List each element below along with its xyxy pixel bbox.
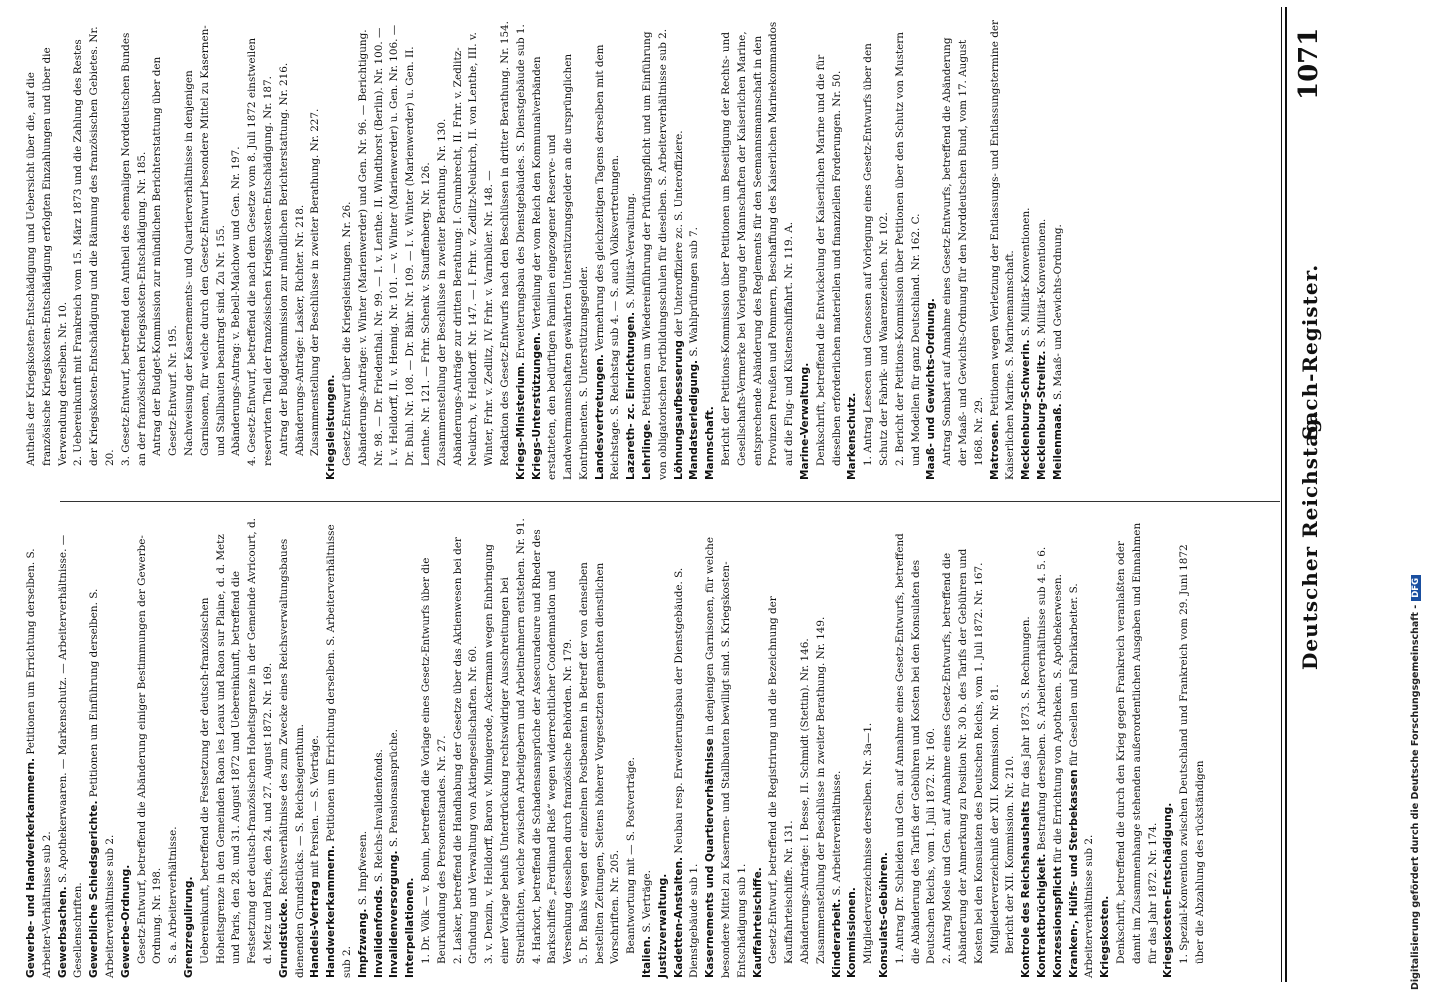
header-center-title: Sach-Register. xyxy=(1298,263,1322,440)
index-text: Verteilung der vom Reich den Kommunalverbänden erstatteten, den bedürftigen Familien eingezogener Reserve- und Landwehrmannschaften gewährten Unterstützungsgelder an die ursprünglichen Kontribuenten. S. Unterstützungsgelder. xyxy=(530,53,590,480)
index-text: für das Jahr 1873. S. Rechnungen. xyxy=(1020,616,1033,801)
index-keyword: Markenschutz. xyxy=(846,392,859,480)
index-text: 4. Harkort, betreffend die Schadensansprüche der Assecuradeure und Rheder des Barkschiffes „Ferdinand Rieß“ wegen widerrechtlicher Condemnation und Versenkung desselben durch französische Behörden. Nr. 179. xyxy=(530,529,575,964)
index-entry xyxy=(530,20,593,480)
index-entry xyxy=(530,518,577,978)
index-keyword: Lehrlinge. xyxy=(641,419,654,480)
index-text: 1. Dr. Völk — v. Bonin, betreffend die Vorlage eines Gesetz-Entwurfs über die Beurkundung des Personenstandes. Nr. 27. xyxy=(419,557,448,964)
header-rule-thin xyxy=(1281,7,1282,982)
index-entry xyxy=(356,20,435,480)
index-entry xyxy=(277,20,293,480)
index-text: Petitionen um Einführung derselben. S. Arbeiterverhältnisse sub 2. xyxy=(88,588,116,978)
index-keyword: Gewerbe- und Handwerkerkammern. xyxy=(25,757,37,978)
index-entry xyxy=(893,20,925,480)
index-entry xyxy=(356,518,372,978)
index-text: Zusammenstellung der Beschlüsse in zweiter Berathung. Nr. 149. xyxy=(814,616,827,964)
index-text: Petitionen um Errichtung derselben. S. Arbeiter-Verhältnisse sub 2. xyxy=(25,548,53,978)
index-text: 1. Antrag Lesecen und Genossen auf Vorlegung eines Gesetz-Entwurfs über den Schutz der Fabrik- und Waarenzeichen. Nr. 102. xyxy=(862,43,891,466)
index-entry xyxy=(988,20,1020,480)
index-entry xyxy=(308,518,324,978)
index-keyword: Kriegskosten-Entschädigung. xyxy=(1162,802,1175,978)
index-text: Redaktion des Gesetz-Entwurfs nach den Beschlüssen in dritter Berathung. Nr. 154. xyxy=(498,21,511,466)
index-text: Antrag der Budget-Kommission zur mündlichen Berichterstattung über den Gesetz-Entwurf. Nr. 195. xyxy=(151,56,180,456)
index-text: Vermehrung des gleichzeitigen Tagens derselben mit dem Reichstage. S. Reichstag sub 4. — S. auch Volksvertretungen. xyxy=(593,44,622,480)
index-entry xyxy=(324,20,340,480)
index-text: Nachweisung der Kasernements- und Quartierverhältnisse in denjenigen Garnisonen, für welche durch den Gesetz-Entwurf besondere Mittel zu Kasernen- und Stallbauten beantragt sind. Zu Nr. 155. xyxy=(182,25,227,456)
index-text: Petitionen um Errichtung derselben. S. Arbeiterverhältnisse sub 2. xyxy=(325,524,353,978)
index-keyword: Maaß- und Gewichts-Ordnung. xyxy=(925,298,938,480)
index-entry xyxy=(1067,518,1099,978)
index-entry xyxy=(703,20,719,480)
index-entry xyxy=(798,20,814,480)
index-text: Antrag Sombart auf Annahme eines Gesetz-Entwurfs, betreffend die Abänderung der Maaß- und Gewichts-Ordnung für den Norddeutschen Bund, vom 17. August 1868. Nr. 29. xyxy=(941,37,985,466)
index-text: Rechtsverhältnisse des zum Zwecke eines Reichsverwaltungsbaues dienenden Grundstücks. — S. Reichseigenthum. xyxy=(277,538,306,978)
index-keyword: Kriegs-Unterstützungen. xyxy=(530,332,543,480)
index-keyword: Handwerkerkammern. xyxy=(325,845,338,978)
index-text: S. Verträge. xyxy=(641,870,654,936)
index-entry xyxy=(656,518,672,978)
index-keyword: Kranken-, Hülfs- und Sterbekassen xyxy=(1067,769,1080,978)
index-entry xyxy=(514,20,530,480)
index-keyword: Konsulats-Gebühren. xyxy=(878,852,891,978)
index-entry xyxy=(24,518,56,978)
index-keyword: Mandatserledigung. xyxy=(688,359,701,480)
index-entry xyxy=(1114,518,1161,978)
index-text: für die Errichtung von Apotheken. S. Apothekerwesen. xyxy=(1051,574,1064,867)
index-text: Antheils der Kriegskosten-Entschädigung und Uebersicht über die, auf die französische Kriegskosten-Entschädigung erfolgten Einzahlungen und über die Verwendung derselben. Nr. 10. xyxy=(25,47,69,466)
index-text: S. Militär-Verwaltung. xyxy=(625,193,638,312)
index-keyword: Kriegs-Ministerium. xyxy=(514,362,527,480)
index-text: Neubau resp. Erweiterungsbau der Dienstgebäude. S. Dienstgebäude sub 1. xyxy=(672,567,701,978)
index-text: für Gesellen und Fabrikarbeiter. S. Arbeiterverhältnisse sub 2. xyxy=(1067,583,1096,978)
index-text: 1. Antrag Dr. Schleiden und Gen. auf Annahme eines Gesetz-Entwurfs, betreffend die Abänderung des Tarifs der Gebühren und Kosten bei den Konsulaten des Deutschen Reichs, vom 1. Juli 1872. Nr. 160. xyxy=(893,533,938,964)
index-keyword: Interpellationen. xyxy=(404,877,417,978)
index-entry xyxy=(324,518,356,978)
index-text: 2. Bericht der Petitions-Kommission über Petitionen über den Schutz von Mustern und Modellen für ganz Deutschland. Nr. 162. C. xyxy=(893,32,922,466)
index-entry xyxy=(182,20,229,480)
index-entry xyxy=(640,518,656,978)
index-keyword: Gewerbe-Ordnung. xyxy=(119,864,132,978)
index-text: Gesetz-Entwurf über die Kriegsleistungen. Nr. 26. xyxy=(340,201,353,466)
index-entry xyxy=(435,20,451,480)
index-entry xyxy=(419,518,451,978)
index-text: in denjenigen Garnisonen, für welche besondere Mittel zu Kasernen- und Stallbauten bewilligt sind. S. Kriegskosten-Entschädigung sub 1. xyxy=(704,536,748,978)
index-text: S. Reichs-Invalidenfonds. xyxy=(372,749,385,886)
index-text: S. Wahlprüfungen sub 7. xyxy=(688,227,701,360)
index-text: 1. Spezial-Konvention zwischen Deutschland und Frankreich vom 29. Juni 1872 über die Abzahlung des rückständigen xyxy=(1178,544,1206,964)
index-text: S. Impfwesen. xyxy=(356,830,369,909)
index-entry xyxy=(988,518,1004,978)
index-entry xyxy=(1035,518,1051,978)
index-keyword: Impfzwang. xyxy=(356,908,369,978)
index-entry xyxy=(1019,20,1035,480)
index-entry xyxy=(119,20,151,480)
index-entry xyxy=(87,518,119,978)
index-text: Abänderungs-Antrag: v. Bebell-Malchow und Gen. Nr. 197. xyxy=(230,146,243,456)
index-text: Zusammenstellung der Beschlüsse in zweiter Berathung. Nr. 227. xyxy=(309,108,322,456)
credit-text: Digitalisierung gefördert durch die Deutsche Forschungsgemeinschaft - xyxy=(1410,604,1421,990)
index-entry xyxy=(1177,518,1209,978)
index-keyword: Lazareth- zc. Einrichtungen. xyxy=(625,311,638,480)
index-entry xyxy=(229,20,245,480)
index-keyword: Kriegskosten. xyxy=(1099,895,1112,978)
index-entry xyxy=(451,20,498,480)
index-keyword: Mannschaft. xyxy=(704,406,717,480)
index-entry xyxy=(1051,20,1067,480)
index-keyword: Mecklenburg-Strelitz. xyxy=(1036,350,1048,480)
index-text: Bericht der Petitions-Kommission über Petitionen um Beseitigung der Rechts- und Gesellschafts-Vermerke bei Vorlegung der Mannschaften der Kaiserlichen Marine, entsprechende Abänderung des Reglements für den Seemannsmannschaft in den Provinzen Preußen und Pommern, Beschaffung des Kaiserlichen Marinekommandos auf die Flug- und Küstenschiffahrt. Nr. 119. A. xyxy=(720,21,796,466)
index-entry xyxy=(182,518,198,978)
index-entry xyxy=(71,20,118,480)
digitization-credit xyxy=(1410,10,1428,990)
left-column xyxy=(24,518,1209,978)
index-keyword: Grundstücke. xyxy=(277,898,290,978)
index-text: S. Pensionsansprüche. xyxy=(388,729,401,851)
index-text: S. Militär-Konventionen. xyxy=(1020,207,1033,340)
index-text: Abänderungs-Anträge: Lasker, Richter. Nr. 218. xyxy=(293,204,306,456)
index-text: Zusammenstellung der Beschlüsse in zweiter Berathung. Nr. 130. xyxy=(435,118,448,466)
index-entry xyxy=(482,518,529,978)
index-entry xyxy=(861,20,893,480)
index-text: 5. Dr. Banks wegen der einzelnen Postbeamten in Betreff der von denselben bestellten Zeitungen, Seitens höherer Vorgesetzten gemachten dienstlichen Vorschriften. Nr. 205. xyxy=(577,562,622,964)
page-header xyxy=(1290,0,1330,1000)
index-text: Beantwortung mit — S. Postverträge. xyxy=(625,757,638,954)
index-keyword: Invalidenfonds. xyxy=(372,885,385,978)
index-text: 2. Uebereinkunft mit Frankreich vom 15. März 1873 und die Zahlung des Restes der Kriegskosten-Entschädigung und die Räumung des französischen Gebietes. Nr. 20. xyxy=(72,26,116,466)
index-text: 2. Lasker, betreffend die Handhabung der Gesetze über das Aktienwesen bei der Gründung und Verwaltung von Aktiengesellschaften. Nr. 60. xyxy=(451,537,480,964)
index-keyword: Mecklenburg-Schwerin. xyxy=(1020,339,1033,480)
index-entry xyxy=(451,518,483,978)
index-entry xyxy=(293,20,309,480)
index-text: Antrag der Budgetkommission zur mündlichen Berichterstattung. Nr. 216. xyxy=(277,62,290,456)
dfg-logo: DFG xyxy=(1411,575,1421,601)
index-entry xyxy=(672,518,704,978)
index-entry xyxy=(845,20,861,480)
index-keyword: Marine-Verwaltung. xyxy=(799,362,812,480)
index-text: Uebereinkunft, betreffend die Festsetzung der deutsch-französischen Hoheitsgrenze in den Gemeinden Raon les Leaux und Raon sur Plaine, d. d. Metz und Paris, den 28. und 31. August 1872 und Uebereinkunft, betreffend die Festsetzung der deutsch-französischen Hoheitsgrenze in der Gemeinde Avricourt, d. d. Metz und Paris, den 24. und 27. August 1872. Nr. 169. xyxy=(198,518,274,964)
index-text: Erweiterungsbau des Dienstgebäudes. S. Dienstgebäude sub 1. xyxy=(514,24,527,363)
header-left-title: Deutscher Reichstag. xyxy=(1298,409,1322,670)
index-keyword: Gewerbsachen. xyxy=(56,886,69,978)
index-entry xyxy=(387,518,403,978)
index-keyword: Kauffahrteischiffe. xyxy=(751,867,764,978)
index-keyword: Italien. xyxy=(641,935,654,978)
index-entry xyxy=(308,20,324,480)
index-text: S. Militär-Konventionen. xyxy=(1036,218,1048,351)
index-entry xyxy=(798,518,814,978)
index-keyword: Kommissionen. xyxy=(846,887,859,978)
index-text: 4. Gesetz-Entwurf, betreffend die nach dem Gesetze vom 8. Juli 1872 einstweilen reservirten Theil der französischen Kriegskosten-Entschädigung. Nr. 187. xyxy=(246,37,274,466)
index-entry xyxy=(861,518,877,978)
index-text: 3. Gesetz-Entwurf, betreffend den Antheil des ehemaligen Norddeutschen Bundes an der französischen Kriegskosten-Entschädigung. Nr. 185. xyxy=(119,32,148,466)
index-entry xyxy=(577,518,624,978)
index-text: Mitgliederverzeichniß der XII. Kommission. Nr. 81. xyxy=(988,684,1001,954)
index-entry xyxy=(940,20,987,480)
index-entry xyxy=(1098,518,1114,978)
index-entry xyxy=(1161,518,1177,978)
index-entry xyxy=(1003,518,1019,978)
index-keyword: Gewerbliche Schiedsgerichte. xyxy=(88,800,101,978)
index-entry xyxy=(814,20,846,480)
index-text: Petitionen um Wiedereinführung der Prüfungspflicht und um Einführung von obligatorischen Fortbildungsschulen für dieselben. S. Arbeiterverhältnisse sub 2. xyxy=(641,28,669,480)
index-entry xyxy=(150,20,182,480)
index-entry xyxy=(703,518,750,978)
index-keyword: Justizverwaltung. xyxy=(656,873,669,978)
index-keyword: Kriegsleistungen. xyxy=(325,374,338,480)
index-text: Denkschrift, betreffend die durch den Krieg gegen Frankreich veranlaßten oder damit im Zusammenhange stehenden außerordentlichen Ausgaben und Einnahmen für das Jahr 1872. Nr. 174. xyxy=(1114,522,1159,964)
index-entry xyxy=(814,518,830,978)
index-text: Abänderungs-Anträge zur dritten Berathung: I. Grumbrecht, II. Frhr. v. Zedlitz-Neukirch, v. Helldorff. Nr. 147. — I. Frhr. v. Zedlitz-Neukirch, II. von Lenthe, III. v. Winter, Frhr. v. Zedlitz, IV. Frhr. v. Varnbüler. Nr. 148. — xyxy=(451,32,496,466)
index-text: Bestrafung derselben. S. Arbeiterverhältnisse sub 4. 5. 6. xyxy=(1036,546,1048,854)
index-text: Gesetz-Entwurf, betreffend die Abänderung einiger Bestimmungen der Gewerbe-Ordnung. Nr. 198. xyxy=(135,535,164,964)
index-keyword: Invalidenversorgung. xyxy=(388,850,401,978)
index-entry xyxy=(277,518,309,978)
index-keyword: Kinderarbeit. xyxy=(830,898,843,978)
index-entry xyxy=(498,20,514,480)
index-entry xyxy=(751,518,767,978)
column-divider xyxy=(60,501,1280,502)
index-text: der Unteroffiziere zc. S. Unteroffiziere. xyxy=(672,130,685,341)
index-entry xyxy=(719,20,798,480)
index-keyword: Grenzregulirung. xyxy=(182,876,195,978)
index-entry xyxy=(1051,518,1067,978)
index-entry xyxy=(845,518,861,978)
index-entry xyxy=(119,518,135,978)
index-text: mit Persien. — S. Verträge. xyxy=(309,735,322,882)
right-column xyxy=(24,20,1067,480)
index-entry xyxy=(56,518,88,978)
index-entry xyxy=(924,20,940,480)
index-entry xyxy=(1035,20,1051,480)
index-entry xyxy=(198,518,277,978)
index-text: Petitionen wegen Verletzung der Entlassungs- und Entlassungstermine der Kaiserlichen Marine. S. Marinemannschaft. xyxy=(988,20,1017,480)
index-entry xyxy=(593,20,625,480)
index-entry xyxy=(877,518,893,978)
index-keyword: Kadetten-Anstalten. xyxy=(672,856,685,978)
index-entry xyxy=(830,518,846,978)
index-keyword: Matrosen. xyxy=(988,419,1001,480)
index-text: S. Apothekerwaaren. — Markenschutz. — Arbeiterverhältnisse. — Gesellenschriften. xyxy=(56,534,85,978)
index-keyword: Kontraktbrüchigkeit. xyxy=(1036,853,1048,978)
index-text: Denkschrift, betreffend die Entwickelung der Kaiserlichen Marine und die für dieselben erforderlichen materiellen und finanziellen Forderungen. Nr. 50. xyxy=(814,54,843,466)
index-keyword: Löhnungsaufbesserung xyxy=(672,340,685,480)
index-keyword: Kasernements und Quartierverhältnisse xyxy=(704,738,717,978)
index-entry xyxy=(372,518,388,978)
index-text: 2. Antrag Mosle und Gen. auf Annahme eines Gesetz-Entwurfs, betreffend die Abänderung der Anmerkung zu Position Nr. 30 b. des Tarifs der Gebühren und Kosten bei den Konsulaten des Deutschen Reichs, vom 1. Juli 1872. Nr. 167. xyxy=(941,548,985,964)
index-entry xyxy=(245,20,277,480)
index-entry xyxy=(766,518,798,978)
index-text: S. a. Arbeiterverhältnisse. xyxy=(167,826,180,964)
index-text: Abänderungs-Anträge: v. Winter (Marienwerder) und Gen. Nr. 96. — Berichtigung. Nr. 98. — Dr. Friedenthal. Nr. 99. — I. v. Lenthe. II. Windthorst (Berlin). Nr. 100. — I. v. Helldorff, II. v. Hennig. Nr. 101. — v. Winter (Marienwerder) u. Gen. Nr. 106. — Dr. Buhl. Nr. 108. — Dr. Bähr. Nr. 109. — I. v. Winter (Marienwerder) u. Gen. II. Lenthe. Nr. 121. — Frhr. Schenk v. Stauffenberg. Nr. 126. xyxy=(356,24,432,466)
index-text: S. Arbeiterverhältnisse. xyxy=(830,770,843,899)
index-keyword: Kontrole des Reichshaushalts xyxy=(1020,800,1033,978)
index-entry xyxy=(135,518,167,978)
index-keyword: Landesvertretungen. xyxy=(593,354,606,480)
header-rule xyxy=(1285,7,1287,982)
index-keyword: Meilenmaaß. xyxy=(1051,403,1064,480)
index-entry xyxy=(166,518,182,978)
index-text: Bericht der XII. Kommission. Nr. 210. xyxy=(1004,755,1017,954)
index-text: S. Maaß- und Gewichts-Ordnung. xyxy=(1051,224,1064,404)
index-text: Abänderungs-Anträge: I. Besse, II. Schmidt (Stettin). Nr. 146. xyxy=(799,638,812,964)
index-text: Gesetz-Entwurf, betreffend die Registrirung und die Bezeichnung der Kauffahrteischiffe. Nr. 131. xyxy=(767,596,796,964)
index-entry xyxy=(893,518,940,978)
index-entry xyxy=(687,20,703,480)
index-entry xyxy=(940,518,987,978)
index-text: 3. v. Denzin, v. Helldorff, Baron v. Minnigerode, Ackermann wegen Einbringung einer Vorlage behufs Unterdrückung rechtswidriger Ausschreitungen bei Streiktlichten, welche zwischen Arbeitgebern und Arbeitnehmern entstehen. Nr. 91. xyxy=(483,518,527,964)
index-entry xyxy=(403,518,419,978)
index-entry xyxy=(640,20,672,480)
index-entry xyxy=(672,20,688,480)
index-keyword: Konzessionspflicht xyxy=(1051,866,1064,978)
index-entry xyxy=(24,20,71,480)
index-entry xyxy=(340,20,356,480)
index-text: Mitgliederverzeichnisse derselben. Nr. 3a—1. xyxy=(862,722,875,964)
index-entry xyxy=(624,20,640,480)
index-entry xyxy=(1019,518,1035,978)
index-keyword: Handels-Vertrag xyxy=(309,881,322,978)
index-entry xyxy=(624,518,640,978)
page-number: 1071 xyxy=(1294,27,1324,100)
